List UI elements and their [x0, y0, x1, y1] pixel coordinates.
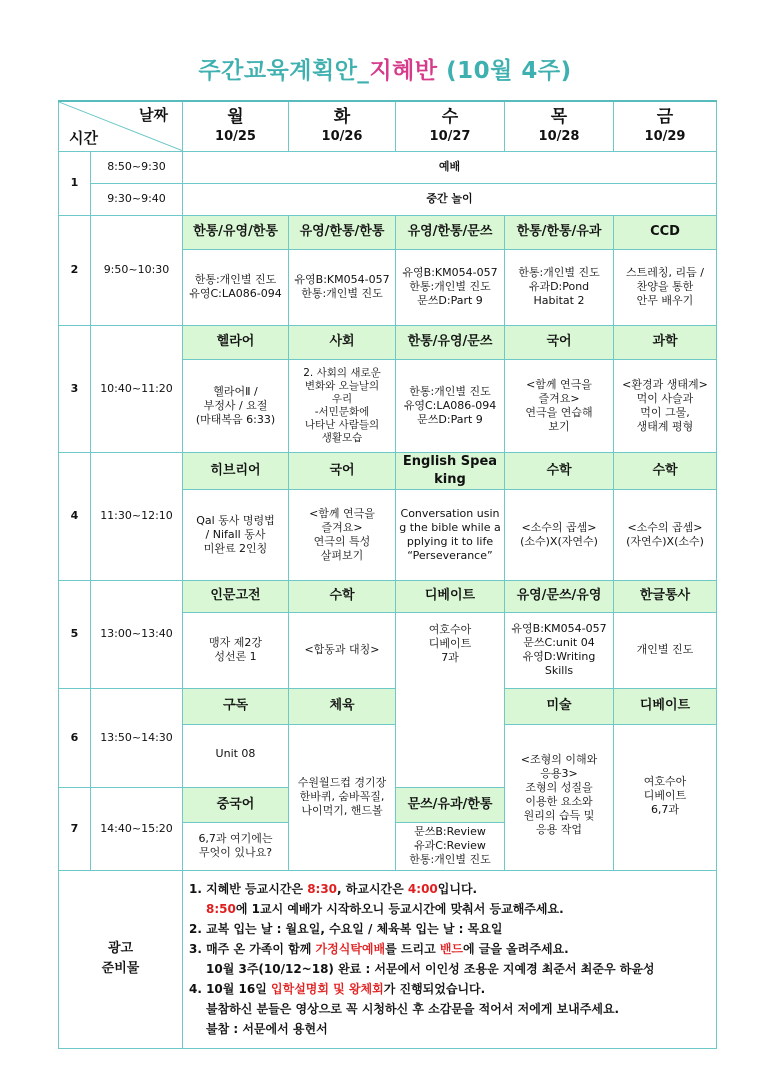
detail-cell: <소수의 곱셈> (자연수)X(소수) — [614, 489, 717, 580]
subject-cell: 구독 — [183, 688, 289, 724]
day-label: 수 — [441, 107, 459, 128]
subject-cell: 문쓰/유과/한통 — [396, 787, 505, 822]
detail-cell: 한통:개인별 진도 유과D:Pond Habitat 2 — [505, 249, 614, 325]
debate-merged-cell: 여호수아 디베이트 6,7과 — [614, 724, 717, 870]
date-label: 10/25 — [215, 129, 256, 145]
detail-cell: 맹자 제2강 성선론 1 — [183, 612, 289, 688]
subject-cell: 유영/한통/문쓰 — [396, 215, 505, 249]
header-corner — [59, 101, 183, 151]
detail-cell: 유영B:KM054-057 문쓰C:unit 04 유영D:Writing Skills — [505, 612, 614, 688]
period-number: 7 — [59, 787, 91, 870]
corner-time-label: 시간 — [69, 128, 98, 147]
day-label: 월 — [227, 107, 244, 128]
notice-label-a: 광고 — [107, 941, 134, 956]
subject-cell: 히브리어 — [183, 452, 289, 489]
notice-line-2 — [189, 899, 710, 919]
day-label: 금 — [656, 107, 674, 128]
subject-cell: 한글통사 — [614, 580, 717, 612]
weekly-plan-table — [58, 100, 717, 1049]
subject-cell: CCD — [614, 215, 717, 249]
detail-cell: 한통:개인별 진도 유영C:LA086-094 — [183, 249, 289, 325]
period-number: 5 — [59, 580, 91, 688]
header-tue — [289, 101, 396, 151]
notice-line-3: 2. 교복 입는 날 : 월요일, 수요일 / 체육복 입는 날 : 목요일 — [189, 922, 503, 936]
title-week: (10월 4주) — [437, 58, 572, 84]
subject-cell: English Speaking — [396, 452, 505, 489]
date-label: 10/29 — [644, 129, 686, 145]
period-time: 13:50~14:30 — [91, 688, 183, 787]
title-main: 주간교육계획안_ — [198, 58, 370, 84]
detail-cell: 개인별 진도 — [614, 612, 717, 688]
notice-highlight: 입학설명회 및 왕체회 — [271, 982, 384, 996]
notice-text: 에 1교시 예배가 시작하오니 등교시간에 맞춰서 등교해주세요. — [235, 902, 564, 916]
period-time: 11:30~12:10 — [91, 452, 183, 580]
subject-cell: 사회 — [289, 325, 396, 359]
art-merged-cell: <조형의 이해와 응용3> 조형의 성질을 이용한 요소와 원리의 습득 및 응용 작업 — [505, 724, 614, 870]
detail-cell: Qal 동사 명령법 / Nifall 동사 미완료 2인칭 — [183, 489, 289, 580]
period-1-row-a — [59, 151, 717, 183]
subject-cell: 인문고전 — [183, 580, 289, 612]
notice-row — [59, 870, 717, 1048]
subject-cell: 한통/한통/유과 — [505, 215, 614, 249]
notice-line-7: 불참하신 분들은 영상으로 꼭 시청하신 후 소감문을 적어서 저에게 보내주세요. — [206, 1002, 620, 1016]
subject-cell: 수학 — [505, 452, 614, 489]
header-row — [59, 101, 717, 151]
subject-cell: 수학 — [289, 580, 396, 612]
period-time: 9:30~9:40 — [91, 183, 183, 215]
detail-cell: <함께 연극을 즐겨요> 연극을 연습해 보기 — [505, 359, 614, 452]
period-2-subject-row — [59, 215, 717, 249]
period-number: 2 — [59, 215, 91, 325]
subject-cell: 한통/유영/문쓰 — [396, 325, 505, 359]
period-number: 6 — [59, 688, 91, 787]
detail-cell: 6,7과 여기에는 무엇이 있나요? — [183, 822, 289, 870]
period-4-subject-row — [59, 452, 717, 489]
break-cell: 중간 놀이 — [183, 183, 717, 215]
notice-text: 를 드리고 — [385, 942, 440, 956]
page-title — [0, 52, 770, 85]
detail-cell: 스트레칭, 리듬 / 찬양을 통한 안무 배우기 — [614, 249, 717, 325]
detail-cell: 헬라어Ⅱ / 부정사 / 요절 (마태복음 6:33) — [183, 359, 289, 452]
detail-cell: <함께 연극을 즐겨요> 연극의 특성 살펴보기 — [289, 489, 396, 580]
notice-highlight: 4:00 — [407, 882, 438, 896]
subject-cell: 유영/한통/한통 — [289, 215, 396, 249]
notice-line-1 — [189, 879, 710, 899]
notice-highlight: 8:30 — [307, 882, 338, 896]
notice-highlight: 밴드 — [439, 942, 464, 956]
notice-line-5: 10월 3주(10/12~18) 완료 : 서문에서 이인성 조용운 지예경 최준서 최준우 하윤성 — [206, 962, 655, 976]
period-time: 9:50~10:30 — [91, 215, 183, 325]
detail-cell: 한통:개인별 진도 유영C:LA086-094 문쓰D:Part 9 — [396, 359, 505, 452]
detail-cell: Conversation using the bible while applying it to life “Perseverance” — [396, 489, 505, 580]
period-number: 4 — [59, 452, 91, 580]
notice-text: 1. 지혜반 등교시간은 — [189, 882, 308, 896]
worship-cell: 예배 — [183, 151, 717, 183]
detail-cell: 유영B:KM054-057 한통:개인별 진도 문쓰D:Part 9 — [396, 249, 505, 325]
notice-text: 가 진행되었습니다. — [383, 982, 486, 996]
day-label: 화 — [333, 107, 351, 128]
subject-cell: 디베이트 — [396, 580, 505, 612]
notice-text: 입니다. — [437, 882, 478, 896]
subject-cell: 수학 — [614, 452, 717, 489]
subject-cell: 중국어 — [183, 787, 289, 822]
header-mon — [183, 101, 289, 151]
title-class-name: 지혜반 — [369, 58, 438, 84]
period-number: 3 — [59, 325, 91, 452]
detail-cell: <합동과 대칭> — [289, 612, 396, 688]
period-time: 8:50~9:30 — [91, 151, 183, 183]
notice-highlight: 8:50 — [206, 902, 236, 916]
day-label: 목 — [550, 107, 568, 128]
subject-cell: 디베이트 — [614, 688, 717, 724]
notice-highlight: 가정식탁예배 — [315, 942, 386, 956]
pe-merged-cell: 수원월드컵 경기장 한바퀴, 숨바꼭질, 나이먹기, 핸드볼 — [289, 724, 396, 870]
subject-cell: 국어 — [289, 452, 396, 489]
notice-text: 3. 매주 온 가족이 함께 — [189, 942, 316, 956]
subject-cell: 국어 — [505, 325, 614, 359]
detail-cell: <환경과 생태계> 먹이 사슬과 먹이 그물, 생태계 평형 — [614, 359, 717, 452]
date-label: 10/26 — [321, 129, 363, 145]
notice-label — [59, 870, 183, 1048]
corner-date-label: 날짜 — [139, 106, 168, 124]
subject-cell: 유영/문쓰/유영 — [505, 580, 614, 612]
header-wed — [396, 101, 505, 151]
detail-cell: 유영B:KM054-057 한통:개인별 진도 — [289, 249, 396, 325]
period-time: 14:40~15:20 — [91, 787, 183, 870]
notice-line-4 — [189, 939, 710, 959]
header-fri — [614, 101, 717, 151]
notice-content — [183, 870, 717, 1048]
period-3-subject-row — [59, 325, 717, 359]
notice-line-8: 불참 : 서문에서 용현서 — [206, 1022, 328, 1036]
debate-merged-cell: 여호수아 디베이트 7과 — [396, 612, 505, 787]
notice-text: 에 글을 올려주세요. — [463, 942, 569, 956]
period-1-row-b — [59, 183, 717, 215]
period-5-subject-row — [59, 580, 717, 612]
notice-label-b: 준비물 — [101, 961, 140, 976]
period-time: 10:40~11:20 — [91, 325, 183, 452]
period-6-subject-row — [59, 688, 717, 724]
period-time: 13:00~13:40 — [91, 580, 183, 688]
notice-line-6 — [189, 979, 710, 999]
subject-cell: 헬라어 — [183, 325, 289, 359]
notice-text: , 하교시간은 — [337, 882, 408, 896]
period-number: 1 — [59, 151, 91, 215]
date-label: 10/27 — [429, 129, 471, 145]
detail-cell: Unit 08 — [183, 724, 289, 787]
subject-cell: 미술 — [505, 688, 614, 724]
detail-cell: 문쓰B:Review 유과C:Review 한통:개인별 진도 — [396, 822, 505, 870]
header-thu — [505, 101, 614, 151]
date-label: 10/28 — [538, 129, 580, 145]
notice-text: 4. 10월 16일 — [189, 982, 272, 996]
detail-cell: 2. 사회의 새로운 변화와 오늘날의 우리 -서민문화에 나타난 사람들의 생활모습 — [289, 359, 396, 452]
subject-cell: 한통/유영/한통 — [183, 215, 289, 249]
detail-cell: <소수의 곱셈> (소수)X(자연수) — [505, 489, 614, 580]
subject-cell: 과학 — [614, 325, 717, 359]
subject-cell: 체육 — [289, 688, 396, 724]
